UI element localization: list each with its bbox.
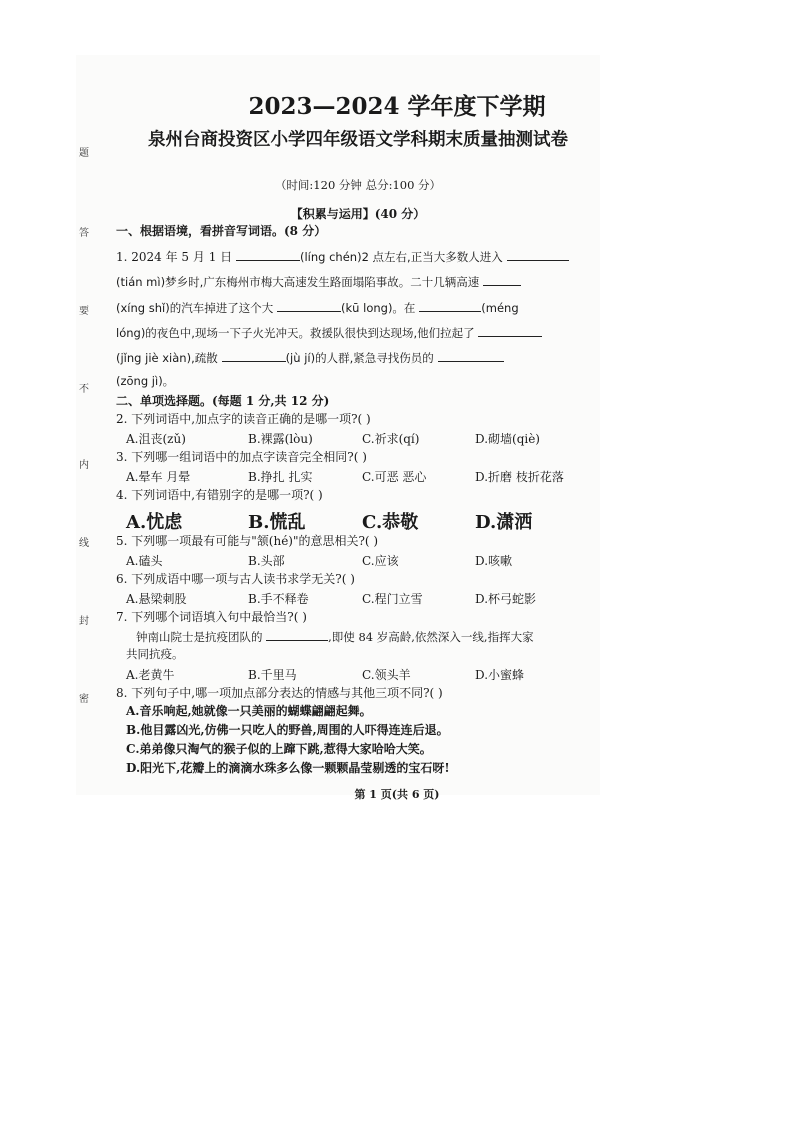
option-2b[interactable]: B.裸露(lòu) bbox=[248, 432, 313, 446]
binding-char: 要 bbox=[79, 306, 89, 317]
s1-pinyin: (jǐng jiè xiàn),疏散 bbox=[116, 351, 218, 365]
question-6: 6. 下列成语中哪一项与古人读书求学无关?( ) bbox=[116, 572, 355, 586]
answer-blank[interactable] bbox=[483, 273, 521, 286]
option-5c[interactable]: C.应该 bbox=[362, 554, 399, 568]
option-4b[interactable]: B.慌乱 bbox=[248, 512, 306, 533]
binding-margin bbox=[79, 130, 95, 710]
s1-line2 bbox=[116, 273, 521, 290]
option-4d[interactable]: D.潇洒 bbox=[475, 512, 533, 533]
answer-blank[interactable] bbox=[507, 248, 569, 261]
option-7c[interactable]: C.领头羊 bbox=[362, 668, 411, 682]
exam-subtitle: 泉州台商投资区小学四年级语文学科期末质量抽测试卷 bbox=[148, 130, 568, 150]
option-2a[interactable]: A.沮丧(zǔ) bbox=[126, 432, 186, 446]
option-7b[interactable]: B.千里马 bbox=[248, 668, 297, 682]
option-2c[interactable]: C.祈求(qí) bbox=[362, 432, 420, 446]
option-7d[interactable]: D.小蜜蜂 bbox=[475, 668, 525, 682]
s1-pinyin: lóng)的夜色中,现场一下子火光冲天。救援队很快到达现场,他们拉起了 bbox=[116, 326, 475, 340]
s1-text: 1. 2024 年 5 月 1 日 bbox=[116, 250, 233, 264]
option-8b[interactable]: B.他目露凶光,仿佛一只吃人的野兽,周围的人吓得连连后退。 bbox=[126, 723, 449, 737]
q7-sentence: 钟南山院士是抗疫团队的 ,即使 84 岁高龄,依然深入一线,指挥大家 bbox=[136, 630, 534, 644]
s1-pinyin: (tián mì)梦乡时,广东梅州市梅大高速发生路面塌陷事故。二十几辆高速 bbox=[116, 275, 480, 289]
answer-blank[interactable] bbox=[222, 349, 286, 362]
option-8d[interactable]: D.阳光下,花瓣上的滴滴水珠多么像一颗颗晶莹剔透的宝石呀! bbox=[126, 761, 450, 775]
s1-line1 bbox=[116, 248, 569, 265]
answer-blank[interactable] bbox=[438, 349, 504, 362]
question-3: 3. 下列哪一组词语中的加点字读音完全相同?( ) bbox=[116, 450, 367, 464]
s1-line4 bbox=[116, 324, 542, 341]
s1-pinyin: (méng bbox=[481, 301, 519, 315]
answer-blank[interactable] bbox=[266, 628, 328, 641]
option-5b[interactable]: B.头部 bbox=[248, 554, 285, 568]
question-8: 8. 下列句子中,哪一项加点部分表达的情感与其他三项不同?( ) bbox=[116, 686, 443, 700]
option-6c[interactable]: C.程门立雪 bbox=[362, 592, 423, 606]
s1-pinyin: (líng chén)2 点左右,正当大多数人进入 bbox=[299, 250, 503, 264]
part-heading: 【积累与运用】(40 分） bbox=[290, 207, 426, 221]
answer-blank[interactable] bbox=[478, 324, 542, 337]
s1-line3 bbox=[116, 299, 519, 316]
s1-pinyin: (jù jí)的人群,紧急寻找伤员的 bbox=[285, 351, 434, 365]
question-2: 2. 下列词语中,加点字的读音正确的是哪一项?( ) bbox=[116, 412, 371, 426]
option-4a[interactable]: A.忧虑 bbox=[126, 512, 183, 533]
q7-sentence-cont: 共同抗疫。 bbox=[126, 647, 184, 661]
option-6a[interactable]: A.悬梁刺股 bbox=[126, 592, 187, 606]
option-6d[interactable]: D.杯弓蛇影 bbox=[475, 592, 537, 606]
option-4c[interactable]: C.恭敬 bbox=[362, 512, 419, 533]
answer-blank[interactable] bbox=[236, 248, 300, 261]
option-5d[interactable]: D.咳嗽 bbox=[475, 554, 513, 568]
s1-pinyin: (xíng shǐ)的汽车掉进了这个大 bbox=[116, 301, 274, 315]
option-7a[interactable]: A.老黄牛 bbox=[126, 668, 175, 682]
option-3b[interactable]: B.挣扎 扎实 bbox=[248, 470, 313, 484]
option-8c[interactable]: C.弟弟像只淘气的猴子似的上蹿下跳,惹得大家哈哈大笑。 bbox=[126, 742, 432, 756]
section2-heading: 二、单项选择题。(每题 1 分,共 12 分) bbox=[116, 394, 330, 408]
option-8a[interactable]: A.音乐响起,她就像一只美丽的蝴蝶翩翩起舞。 bbox=[126, 704, 372, 718]
binding-char: 密 bbox=[79, 694, 89, 705]
binding-char: 线 bbox=[79, 538, 89, 549]
option-5a[interactable]: A.磕头 bbox=[126, 554, 163, 568]
s1-line6 bbox=[116, 373, 174, 389]
section1-heading: 一、根据语境，看拼音写词语。(8 分） bbox=[116, 224, 327, 238]
s1-pinyin: (kū long)。在 bbox=[341, 301, 416, 315]
s1-pinyin: (zōng jì)。 bbox=[116, 374, 175, 388]
option-6b[interactable]: B.手不释卷 bbox=[248, 592, 309, 606]
exam-title: 2023—2024 学年度下学期 bbox=[248, 93, 546, 120]
option-3a[interactable]: A.晕车 月晕 bbox=[126, 470, 191, 484]
option-2d[interactable]: D.砌墙(qiè) bbox=[475, 432, 540, 446]
s1-line5 bbox=[116, 349, 504, 366]
question-4: 4. 下列词语中,有错别字的是哪一项?( ) bbox=[116, 488, 323, 502]
option-3c[interactable]: C.可恶 恶心 bbox=[362, 470, 427, 484]
option-3d[interactable]: D.折磨 枝折花落 bbox=[475, 470, 564, 484]
binding-char: 答 bbox=[79, 228, 89, 239]
page-footer: 第 1 页(共 6 页) bbox=[354, 788, 440, 801]
binding-char: 题 bbox=[79, 148, 89, 159]
binding-char: 封 bbox=[79, 616, 89, 627]
question-5: 5. 下列哪一项最有可能与"颔(hé)"的意思相关?( ) bbox=[116, 534, 379, 548]
answer-blank[interactable] bbox=[277, 299, 341, 312]
question-7: 7. 下列哪个词语填入句中最恰当?( ) bbox=[116, 610, 307, 624]
exam-meta: （时间:120 分钟 总分:100 分） bbox=[274, 178, 442, 192]
binding-char: 不 bbox=[79, 384, 89, 395]
answer-blank[interactable] bbox=[419, 299, 481, 312]
binding-char: 内 bbox=[79, 460, 89, 471]
